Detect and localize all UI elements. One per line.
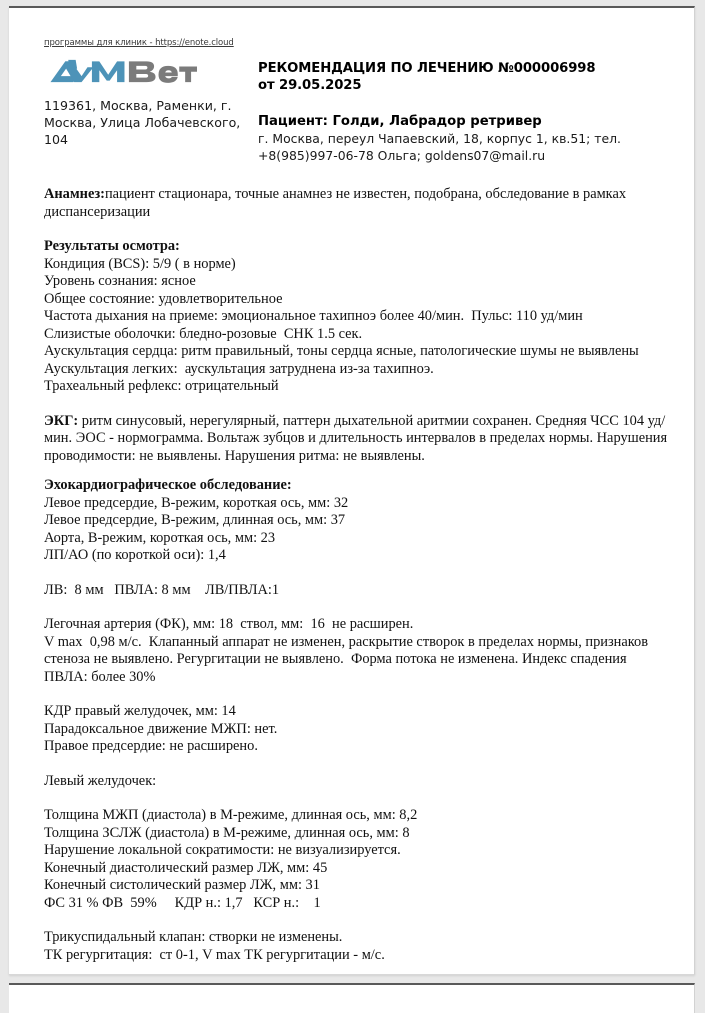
exam-lines xyxy=(44,256,672,396)
header-left-column xyxy=(44,54,258,148)
echo-line: Легочная артерия (ФК), мм: 18 ствол, мм: 16 не расширен. xyxy=(44,616,414,632)
ecg-label: ЭКГ: xyxy=(44,412,79,429)
echo-group-lv-pvla xyxy=(44,582,672,600)
echo-line: КДР правый желудочек, мм: 14 xyxy=(44,703,236,719)
echo-line: ЛВ: 8 мм ПВЛА: 8 мм ЛВ/ПВЛА:1 xyxy=(44,581,280,598)
exam-line: Общее состояние: удовлетворительное xyxy=(44,290,283,307)
anamnesis-block xyxy=(44,186,672,221)
echo-line: Толщина ЗСЛЖ (диастола) в М-режиме, длинная ось, мм: 8 xyxy=(44,824,410,841)
exam-line: Трахеальный рефлекс: отрицательный xyxy=(44,378,279,394)
exam-line: Уровень сознания: ясное xyxy=(44,273,196,289)
exam-line: Аускультация сердца: ритм правильный, тоны сердца ясные, патологические шумы не выявлены xyxy=(44,343,639,359)
patient-contact-line-1: г. Москва, переул Чапаевский, 18, корпус 1, кв.51; тел. xyxy=(258,131,621,146)
echo-line: Аорта, В-режим, короткая ось, мм: 23 xyxy=(44,529,276,546)
patient-contact-line-2: +8(985)997-06-78 Ольга; goldens07@mail.ru xyxy=(258,148,546,163)
echo-line: Парадоксальное движение МЖП: нет. xyxy=(44,720,278,737)
exam-line: Аускультация легких: аускультация затруднена из-за тахипноэ. xyxy=(44,360,434,377)
document-date: от 29.05.2025 xyxy=(258,78,362,93)
document-header xyxy=(44,54,672,164)
echo-heading: Эхокардиографическое обследование: xyxy=(44,477,292,493)
document-page-1 xyxy=(9,6,695,975)
echo-line: Конечный диастолический размер ЛЖ, мм: 45 xyxy=(44,859,328,876)
exam-heading: Результаты осмотра: xyxy=(44,238,180,254)
echo-line: ФС 31 % ФВ 59% КДР н.: 1,7 КСР н.: 1 xyxy=(44,894,321,911)
echo-line: Толщина МЖП (диастола) в М-режиме, длинная ось, мм: 8,2 xyxy=(44,807,418,823)
exam-line: Слизистые оболочки: бледно-розовые СНК 1.5 сек. xyxy=(44,325,363,342)
echo-group-tricuspid xyxy=(44,929,672,964)
document-title-line1: РЕКОМЕНДАЦИЯ ПО ЛЕЧЕНИЮ №000006998 xyxy=(258,61,596,76)
echo-line: Нарушение локальной сократимости: не визуализируется. xyxy=(44,842,401,858)
exam-line: Частота дыхания на приеме: эмоциональное тахипноэ более 40/мин. Пульс: 110 уд/мин xyxy=(44,308,583,324)
header-right-column xyxy=(258,54,672,164)
exam-line: Кондиция (BCS): 5/9 ( в норме) xyxy=(44,255,236,272)
echo-group-right-heart xyxy=(44,703,672,756)
echo-line: V max 0,98 м/с. Клапанный аппарат не изменен, раскрытие створок в пределах нормы, признаков стеноза не выявлено. Регургитации не выявлено. Форма потока не изменена. Индекс спадения ПВЛА: более 30% xyxy=(44,633,652,685)
anamnesis-text: пациент стационара, точные анамнез не известен, подобрана, обследование в рамках диспансеризации xyxy=(44,186,627,220)
clinic-address: 119361, Москва, Раменки, г. Москва, Улица Лобачевского, 104 xyxy=(44,98,241,147)
document-title xyxy=(258,60,672,94)
echo-lv-heading: Левый желудочек: xyxy=(44,772,157,789)
echo-line: Трикуспидальный клапан: створки не изменены. xyxy=(44,929,343,945)
clinic-software-link[interactable]: программы для клиник - https://enote.cloud xyxy=(44,38,234,48)
ecg-text: ритм синусовый, нерегулярный, паттерн дыхательной аритмии сохранен. Средняя ЧСС 104 уд/мин. ЭОС - нормограмма. Вольтаж зубцов и длительность интервалов в пределах нормы. Нарушения проводимости: не выявлены. Нарушения ритма: не выявлены. xyxy=(44,412,668,464)
echo-line: Левое предсердие, В-режим, короткая ось, мм: 32 xyxy=(44,494,349,511)
ambet-logo xyxy=(49,56,197,86)
document-page-2-peek xyxy=(9,983,695,1013)
echo-line: Левое предсердие, В-режим, длинная ось, мм: 37 xyxy=(44,512,346,528)
patient-name: Пациент: Голди, Лабрадор ретривер xyxy=(258,114,542,129)
echo-group-atria-aorta xyxy=(44,495,672,565)
echo-line: ТК регургитация: ст 0-1, V max ТК регургитации - м/с. xyxy=(44,946,385,963)
echo-line: Правое предсердие: не расширено. xyxy=(44,738,258,754)
anamnesis-label: Анамнез: xyxy=(44,186,105,202)
echo-line: ЛП/АО (по короткой оси): 1,4 xyxy=(44,547,226,563)
echo-line: Конечный систолический размер ЛЖ, мм: 31 xyxy=(44,877,320,893)
echo-group-pulmonary-artery xyxy=(44,616,672,686)
document-body xyxy=(44,186,672,964)
echo-group-left-ventricle xyxy=(44,807,672,912)
ecg-block xyxy=(44,413,672,466)
